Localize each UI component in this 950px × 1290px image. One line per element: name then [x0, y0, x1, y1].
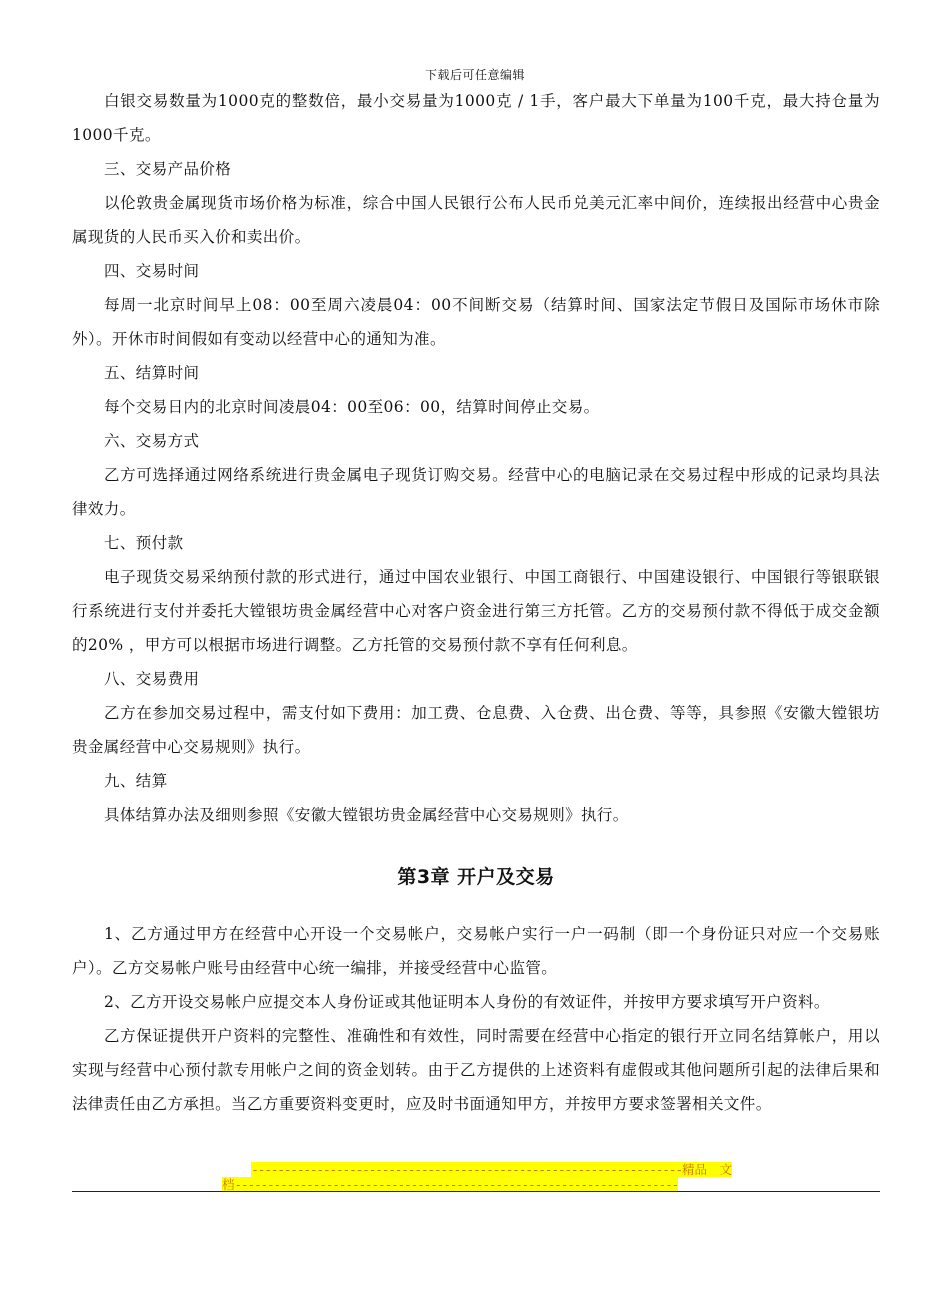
paragraph-settlement-time: 每个交易日内的北京时间凌晨04：00至06：00，结算时间停止交易。	[104, 398, 600, 416]
paragraph-account-opening-2: 2、乙方开设交易帐户应提交本人身份证或其他证明本人身份的有效证件，并按甲方要求填写开户资料。	[104, 993, 830, 1011]
footer-dashes-1: ------------------------------------------------------------------	[251, 1162, 682, 1177]
page-header-note: 下载后可任意编辑	[424, 68, 525, 82]
paragraph-settlement: 具体结算办法及细则参照《安徽大镗银坊贵金属经营中心交易规则》执行。	[104, 806, 629, 824]
paragraph-silver-quantity: 白银交易数量为1000克的整数倍，最小交易量为1000克 / 1手，客户最大下单量为100千克，最大持仓量为1000千克。	[72, 92, 880, 144]
footer-dashes-2: --------------------------------------------------------------------	[234, 1177, 679, 1192]
paragraph-trading-fees: 乙方在参加交易过程中，需支付如下费用：加工费、仓息费、入仓费、出仓费、等等，具参照《安徽大镗银坊贵金属经营中心交易规则》执行。	[72, 704, 880, 756]
paragraph-trading-method: 乙方可选择通过网络系统进行贵金属电子现货订购交易。经营中心的电脑记录在交易过程中形成的记录均具法律效力。	[72, 466, 880, 518]
chapter-title: 第3章 开户及交易	[397, 866, 555, 888]
document-body	[72, 84, 880, 1121]
footer-text-1: 精品 文	[681, 1162, 732, 1177]
paragraph-price: 以伦敦贵金属现货市场价格为标准，综合中国人民银行公布人民币兑美元汇率中间价，连续报出经营中心贵金属现货的人民币买入价和卖出价。	[72, 194, 880, 246]
paragraph-account-opening-1: 1、乙方通过甲方在经营中心开设一个交易帐户，交易帐户实行一户一码制（即一个身份证只对应一个交易账户）。乙方交易帐户账号由经营中心统一编排，并接受经营中心监管。	[72, 925, 880, 977]
section-heading-trading-time: 四、交易时间	[104, 262, 200, 280]
section-heading-settlement-time: 五、结算时间	[104, 364, 200, 382]
paragraph-prepayment: 电子现货交易采纳预付款的形式进行，通过中国农业银行、中国工商银行、中国建设银行、中国银行等银联银行系统进行支付并委托大镗银坊贵金属经营中心对客户资金进行第三方托管。乙方的交易预付款不得低于成交金额的20% ，甲方可以根据市场进行调整。乙方托管的交易预付款不享有任何利息。	[72, 568, 880, 654]
paragraph-trading-time: 每周一北京时间早上08：00至周六凌晨04：00不间断交易（结算时间、国家法定节假日及国际市场休市除外）。开休市时间假如有变动以经营中心的通知为准。	[72, 296, 880, 348]
footer-divider	[72, 1191, 880, 1192]
paragraph-account-guarantee: 乙方保证提供开户资料的完整性、准确性和有效性，同时需要在经营中心指定的银行开立同名结算帐户，用以实现与经营中心预付款专用帐户之间的资金划转。由于乙方提供的上述资料有虚假或其他问题所引起的法律后果和法律责任由乙方承担。当乙方重要资料变更时，应及时书面通知甲方，并按甲方要求签署相关文件。	[72, 1027, 880, 1113]
footer-text-2: 档	[222, 1177, 235, 1192]
section-heading-settlement: 九、结算	[104, 772, 168, 790]
section-heading-trading-method: 六、交易方式	[104, 432, 200, 450]
section-heading-price: 三、交易产品价格	[104, 160, 232, 178]
section-heading-prepayment: 七、预付款	[104, 534, 184, 552]
section-heading-trading-fees: 八、交易费用	[104, 670, 200, 688]
footer-watermark	[222, 1162, 732, 1192]
